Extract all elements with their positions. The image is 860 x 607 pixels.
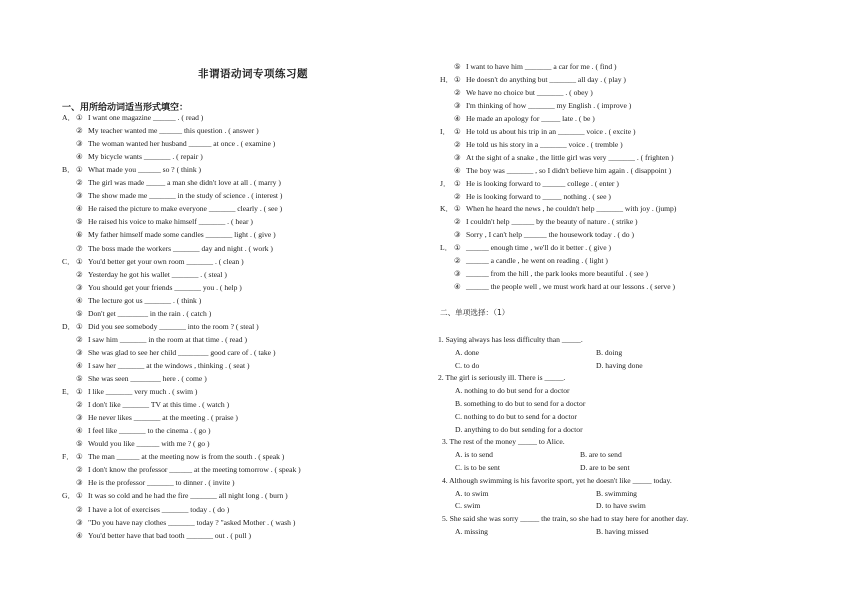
exercise-line: [62, 387, 197, 397]
mc-option: A. done: [455, 347, 480, 357]
exercise-text: I don't know the professor ______ at the meeting tomorrow . ( speak ): [88, 465, 301, 475]
mc-option: A. is to send: [455, 450, 493, 460]
exercise-line: [62, 217, 253, 227]
exercise-text: At the sight of a snake , the little girl was very _______ . ( frighten ): [466, 152, 674, 162]
exercise-line: [440, 282, 675, 292]
exercise-text: My bicycle wants _______ . ( repair ): [88, 152, 203, 162]
exercise-text: He raised his voice to make himself _______ . ( hear ): [88, 217, 253, 227]
exercise-line: [440, 269, 648, 279]
exercise-line: [440, 166, 671, 176]
exercise-text: The woman wanted her husband ______ at once . ( examine ): [88, 139, 276, 149]
item-number: ⑤: [454, 62, 461, 71]
item-number: ③: [76, 413, 83, 423]
group-label: F．: [62, 452, 74, 462]
item-number: ①: [76, 452, 83, 462]
item-number: ②: [454, 217, 461, 227]
item-number: ②: [454, 87, 461, 97]
mc-option: A. nothing to do but send for a doctor: [455, 386, 570, 396]
item-number: ④: [76, 152, 83, 162]
exercise-line: [440, 153, 674, 163]
exercise-line: [62, 335, 247, 345]
exercise-line: [62, 257, 244, 267]
exercise-text: He made an apology for _____ late . ( be ): [466, 113, 595, 123]
exercise-text: The boss made the workers _______ day and night . ( work ): [88, 243, 273, 253]
item-number: ②: [454, 191, 461, 201]
exercise-line: [440, 204, 676, 214]
group-label: G．: [62, 491, 76, 501]
exercise-line: [62, 531, 251, 541]
exercise-text: When he heard the news , he couldn't help _______ with joy . (jump): [466, 204, 677, 214]
mc-option: B. swimming: [596, 488, 637, 498]
exercise-line: [62, 322, 259, 332]
item-number: ②: [76, 269, 83, 279]
exercise-line: [440, 75, 626, 85]
exercise-text: ______ the people well , we must work hard at our lessons . ( serve ): [466, 282, 675, 292]
exercise-text: I feel like _______ to the cinema . ( go ): [88, 426, 211, 436]
item-number: ②: [76, 465, 83, 475]
item-number: ③: [454, 100, 461, 110]
exercise-line: [62, 361, 250, 371]
exercise-line: [62, 413, 238, 423]
exercise-text: He is looking forward to ______ college . ( enter ): [466, 178, 619, 188]
exercise-text: Don't get ________ in the rain . ( catch ): [88, 308, 212, 318]
exercise-text: ______ from the hill , the park looks more beautiful . ( see ): [466, 269, 648, 279]
exercise-line: [440, 243, 611, 253]
item-number: ①: [76, 321, 83, 331]
item-number: ④: [76, 360, 83, 370]
exercise-text: I have a lot of exercises _______ today . ( do ): [88, 504, 230, 514]
exercise-text: I saw him _______ in the room at that time . ( read ): [88, 334, 248, 344]
exercise-line: [62, 505, 229, 515]
mc-question: 3. The rest of the money _____ to Alice.: [442, 437, 565, 447]
exercise-text: He told us about his trip in an _______ voice . ( excite ): [466, 126, 636, 136]
item-number: ①: [76, 491, 83, 501]
exercise-text: You should get your friends _______ you . ( help ): [88, 282, 242, 292]
mc-question: 4. Although swimming is his favorite sport, yet he doesn't like _____ today.: [442, 475, 672, 485]
exercise-text: He told us his story in a _______ voice . ( tremble ): [466, 139, 623, 149]
exercise-text: I want to have him _______ a car for me . ( find ): [466, 62, 617, 71]
exercise-text: The girl was made _____ a man she didn't love at all . ( marry ): [88, 178, 281, 188]
exercise-line: [440, 101, 631, 111]
group-label: D．: [62, 321, 76, 331]
mc-option: D. having done: [596, 360, 643, 370]
exercise-line: [62, 296, 201, 306]
exercise-text: ______ a candle , he went on reading . ( light ): [466, 256, 608, 266]
exercise-line: [62, 426, 211, 436]
exercise-line: [62, 204, 282, 214]
exercise-text: The lecture got us _______ . ( think ): [88, 295, 202, 305]
exercise-line: [440, 192, 611, 202]
item-number: ④: [76, 426, 83, 436]
mc-option: D. to have swim: [596, 501, 646, 511]
item-number: ③: [76, 517, 83, 527]
exercise-text: My father himself made some candles _______ light . ( give ): [88, 230, 276, 240]
exercise-text: We have no choice but _______ . ( obey ): [466, 87, 593, 97]
exercise-text: You'd better have that bad tooth _______ out . ( pull ): [88, 530, 251, 540]
mc-option: B. something to do but to send for a doctor: [455, 399, 586, 408]
exercise-line: [62, 230, 276, 240]
item-number: ④: [76, 295, 83, 305]
item-number: ②: [454, 139, 461, 149]
exercise-line: [62, 309, 211, 319]
exercise-text: I'm thinking of how _______ my English . ( improve ): [466, 100, 632, 110]
exercise-line: [62, 491, 288, 501]
group-label: C．: [62, 256, 75, 266]
group-label: H．: [440, 74, 454, 84]
exercise-text: It was so cold and he had the fire _______ all night long . ( burn ): [88, 491, 288, 501]
exercise-line: [62, 126, 259, 136]
item-number: ③: [76, 478, 83, 488]
item-number: ③: [454, 152, 461, 162]
mc-option: C. is to be sent: [455, 463, 500, 472]
exercise-line: [62, 270, 227, 280]
item-number: ③: [76, 282, 83, 292]
item-number: ③: [76, 139, 83, 149]
exercise-line: [440, 62, 617, 72]
mc-question: 2. The girl is seriously ill. There is _____.: [438, 373, 566, 383]
group-label: A．: [62, 113, 76, 122]
exercise-text: Sorry , I can't help ______ the housework today . ( do ): [466, 230, 634, 240]
exercise-line: [62, 374, 207, 384]
item-number: ②: [76, 178, 83, 188]
item-number: ①: [454, 178, 461, 188]
mc-question: 5. She said she was sorry _____ the train, so she had to stay here for another day.: [442, 514, 689, 524]
exercise-line: [62, 283, 242, 293]
item-number: ④: [454, 282, 461, 292]
mc-option: B. having missed: [596, 527, 649, 536]
exercise-text: ______ enough time , we'll do it better . ( give ): [466, 243, 611, 253]
exercise-text: Would you like ______ with me ? ( go ): [88, 439, 210, 449]
item-number: ②: [454, 256, 461, 266]
item-number: ⑦: [76, 243, 83, 253]
section1-heading: 一、用所给动词适当形式填空：: [62, 103, 189, 113]
exercise-text: I want one magazine ______ . ( read ): [88, 113, 204, 122]
exercise-line: [440, 114, 595, 124]
exercise-text: He is the professor _______ to dinner . ( invite ): [88, 478, 235, 488]
item-number: ④: [76, 204, 83, 214]
group-label: I．: [440, 126, 451, 136]
exercise-text: What made you ______ so ? ( think ): [88, 165, 202, 175]
group-label: L．: [440, 243, 453, 253]
exercise-text: "Do you have nay clothes _______ today ? "asked Mother . ( wash ): [88, 517, 296, 527]
exercise-line: [440, 230, 634, 240]
exercise-text: I saw her _______ at the windows , thinking . ( seat ): [88, 360, 250, 370]
exercise-text: She was seen ________ here . ( come ): [88, 374, 207, 383]
exercise-text: I like _______ very much . ( swim ): [88, 387, 198, 397]
item-number: ②: [76, 334, 83, 344]
group-label: J．: [440, 178, 451, 188]
mc-option: C. nothing to do but to send for a doctor: [455, 411, 577, 421]
exercise-text: The show made me _______ in the study of science . ( interest ): [88, 191, 283, 201]
exercise-text: Did you see somebody _______ into the room ? ( steal ): [88, 321, 259, 331]
exercise-line: [62, 244, 273, 254]
exercise-line: [62, 452, 284, 462]
item-number: ①: [76, 113, 83, 122]
item-number: ③: [454, 230, 461, 240]
exercise-line: [62, 113, 203, 123]
mc-option: D. anything to do but sending for a doctor: [455, 424, 583, 434]
mc-option: A. to swim: [455, 488, 489, 498]
item-number: ①: [454, 204, 461, 214]
exercise-text: My teacher wanted me ______ this question . ( answer ): [88, 126, 259, 136]
exercise-text: I don't like _______ TV at this time . ( watch ): [88, 400, 230, 410]
item-number: ③: [76, 347, 83, 357]
mc-option: C. to do: [455, 360, 480, 370]
exercise-text: You'd better get your own room _______ . ( clean ): [88, 256, 244, 266]
exercise-text: The man ______ at the meeting now is from the south . ( speak ): [88, 452, 285, 462]
item-number: ⑤: [76, 308, 83, 318]
exercise-line: [62, 191, 282, 201]
item-number: ①: [76, 256, 83, 266]
exercise-text: He doesn't do anything but _______ all day . ( play ): [466, 74, 626, 84]
item-number: ⑤: [76, 439, 83, 449]
exercise-line: [62, 478, 235, 488]
item-number: ⑤: [76, 217, 83, 227]
exercise-text: She was glad to see her child ________ good care of . ( take ): [88, 347, 276, 357]
item-number: ①: [454, 126, 461, 136]
section2-heading: 二、单项选择：（1）: [440, 308, 510, 317]
exercise-line: [440, 88, 593, 98]
item-number: ④: [454, 113, 461, 123]
exercise-text: I couldn't help ______ by the beauty of nature . ( strike ): [466, 217, 638, 227]
exercise-text: He never likes _______ at the meeting . ( praise ): [88, 413, 238, 423]
item-number: ⑤: [76, 374, 83, 383]
exercise-line: [62, 400, 229, 410]
exercise-line: [62, 439, 210, 449]
exercise-text: Yesterday he got his wallet _______ . ( steal ): [88, 269, 227, 279]
exercise-text: He raised the picture to make everyone _______ clearly . ( see ): [88, 204, 283, 214]
exercise-line: [62, 518, 295, 528]
exercise-line: [62, 178, 281, 188]
group-label: E．: [62, 387, 75, 397]
exercise-line: [62, 152, 203, 162]
item-number: ①: [76, 387, 83, 397]
exercise-line: [440, 127, 636, 137]
mc-option: B. doing: [596, 347, 623, 357]
exercise-line: [62, 348, 275, 358]
mc-option: A. missing: [455, 527, 488, 536]
item-number: ①: [454, 74, 461, 84]
mc-option: B. are to send: [580, 450, 622, 460]
mc-option: D. are to be sent: [580, 463, 630, 472]
exercise-text: He is looking forward to _____ nothing . ( see ): [466, 191, 611, 201]
exercise-line: [440, 179, 619, 189]
group-label: B．: [62, 165, 75, 175]
exercise-line: [62, 139, 275, 149]
item-number: ③: [454, 269, 461, 279]
item-number: ④: [76, 530, 83, 540]
item-number: ①: [76, 165, 83, 175]
exercise-line: [440, 140, 623, 150]
exercise-line: [440, 217, 638, 227]
exercise-line: [62, 465, 301, 475]
item-number: ②: [76, 400, 83, 410]
exercise-text: The boy was _______ , so I didn't believe him again . ( disappoint ): [466, 165, 672, 175]
mc-option: C. swim: [455, 501, 481, 511]
exercise-line: [62, 165, 201, 175]
item-number: ②: [76, 504, 83, 514]
item-number: ③: [76, 191, 83, 201]
item-number: ⑥: [76, 230, 83, 240]
group-label: K．: [440, 204, 454, 214]
exercise-line: [440, 256, 608, 266]
item-number: ①: [454, 243, 461, 253]
mc-question: 1. Saying always has less difficulty than _____.: [438, 335, 583, 344]
item-number: ④: [454, 165, 461, 175]
item-number: ②: [76, 126, 83, 136]
page-title: 非谓语动词专项练习题: [198, 68, 308, 80]
